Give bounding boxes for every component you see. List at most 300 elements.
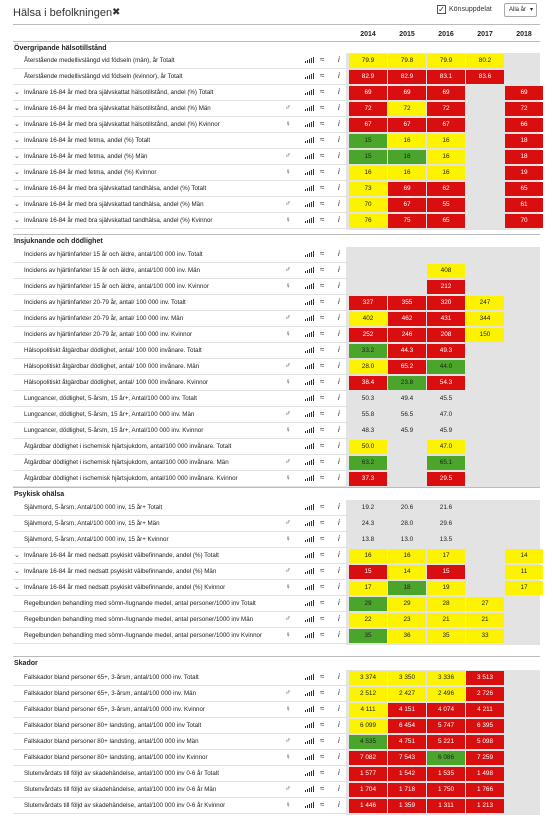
value-cell-2015[interactable]: 16: [388, 549, 426, 563]
value-cell-2016[interactable]: 4 074: [427, 703, 465, 717]
trend-icon[interactable]: ≈: [320, 119, 325, 128]
info-icon[interactable]: i: [338, 457, 340, 466]
trend-icon[interactable]: ≈: [320, 598, 325, 607]
info-icon[interactable]: i: [338, 768, 340, 777]
info-icon[interactable]: i: [338, 566, 340, 575]
value-cell-2016[interactable]: 19: [427, 581, 465, 595]
value-cell-2016[interactable]: 408: [427, 264, 465, 278]
value-cell-2014[interactable]: 3 374: [349, 671, 387, 685]
value-cell-2016[interactable]: 208: [427, 328, 465, 342]
value-cell-2015[interactable]: 29: [388, 597, 426, 611]
info-icon[interactable]: i: [338, 720, 340, 729]
chevron-down-icon[interactable]: ⌄: [14, 137, 20, 144]
value-cell-2014[interactable]: 22: [349, 613, 387, 627]
bar-chart-icon[interactable]: [305, 737, 315, 744]
tools-icon[interactable]: ✖: [112, 7, 121, 18]
info-icon[interactable]: i: [338, 119, 340, 128]
bar-chart-icon[interactable]: [305, 298, 315, 305]
value-cell-2016[interactable]: 28: [427, 597, 465, 611]
trend-icon[interactable]: ≈: [320, 518, 325, 527]
value-cell-2015[interactable]: 6 454: [388, 719, 426, 733]
trend-icon[interactable]: ≈: [320, 672, 325, 681]
bar-chart-icon[interactable]: [305, 282, 315, 289]
info-icon[interactable]: i: [338, 784, 340, 793]
trend-icon[interactable]: ≈: [320, 768, 325, 777]
info-icon[interactable]: i: [338, 361, 340, 370]
value-cell-2015[interactable]: 28.0: [400, 520, 414, 527]
chevron-down-icon[interactable]: ⌄: [14, 552, 20, 559]
trend-icon[interactable]: ≈: [320, 614, 325, 623]
value-cell-2016[interactable]: 45.9: [439, 427, 453, 434]
value-cell-2015[interactable]: 13.0: [400, 536, 414, 543]
value-cell-2014[interactable]: 38.4: [349, 376, 387, 390]
value-cell-2014[interactable]: 29: [349, 597, 387, 611]
info-icon[interactable]: i: [338, 199, 340, 208]
bar-chart-icon[interactable]: [305, 673, 315, 680]
value-cell-2014[interactable]: 16: [349, 549, 387, 563]
chevron-down-icon[interactable]: ⌄: [14, 169, 20, 176]
bar-chart-icon[interactable]: [305, 535, 315, 542]
info-icon[interactable]: i: [338, 704, 340, 713]
value-cell-2014[interactable]: 402: [349, 312, 387, 326]
trend-icon[interactable]: ≈: [320, 329, 325, 338]
value-cell-2017[interactable]: 2 726: [466, 687, 504, 701]
info-icon[interactable]: i: [338, 425, 340, 434]
value-cell-2015[interactable]: 7 543: [388, 751, 426, 765]
chevron-down-icon[interactable]: ⌄: [14, 121, 20, 128]
chevron-down-icon[interactable]: ⌄: [14, 89, 20, 96]
value-cell-2018[interactable]: 72: [505, 102, 543, 116]
bar-chart-icon[interactable]: [305, 330, 315, 337]
bar-chart-icon[interactable]: [305, 567, 315, 574]
value-cell-2017[interactable]: 7 259: [466, 751, 504, 765]
value-cell-2016[interactable]: 29.5: [427, 472, 465, 486]
value-cell-2015[interactable]: 16: [388, 166, 426, 180]
trend-icon[interactable]: ≈: [320, 167, 325, 176]
trend-icon[interactable]: ≈: [320, 393, 325, 402]
value-cell-2018[interactable]: 17: [505, 581, 543, 595]
value-cell-2015[interactable]: 4 751: [388, 735, 426, 749]
value-cell-2017[interactable]: 80.2: [466, 54, 504, 68]
bar-chart-icon[interactable]: [305, 442, 315, 449]
info-icon[interactable]: i: [338, 752, 340, 761]
value-cell-2015[interactable]: 2 427: [388, 687, 426, 701]
value-cell-2016[interactable]: 54.3: [427, 376, 465, 390]
bar-chart-icon[interactable]: [305, 503, 315, 510]
value-cell-2014[interactable]: 1 446: [349, 799, 387, 813]
value-cell-2016[interactable]: 3 336: [427, 671, 465, 685]
value-cell-2018[interactable]: 65: [505, 182, 543, 196]
info-icon[interactable]: i: [338, 688, 340, 697]
chevron-down-icon[interactable]: ⌄: [14, 201, 20, 208]
value-cell-2016[interactable]: 1 311: [427, 799, 465, 813]
bar-chart-icon[interactable]: [305, 721, 315, 728]
value-cell-2014[interactable]: 37.3: [349, 472, 387, 486]
gender-split-checkbox[interactable]: ✓: [438, 5, 445, 14]
info-icon[interactable]: i: [338, 630, 340, 639]
trend-icon[interactable]: ≈: [320, 199, 325, 208]
info-icon[interactable]: i: [338, 167, 340, 176]
year-header-2014: 2014: [360, 31, 376, 38]
value-cell-2015[interactable]: 16: [388, 150, 426, 164]
info-icon[interactable]: i: [338, 249, 340, 258]
value-cell-2014[interactable]: 4 111: [349, 703, 387, 717]
bar-chart-icon[interactable]: [305, 266, 315, 273]
value-cell-2016[interactable]: 15: [427, 565, 465, 579]
bar-chart-icon[interactable]: [305, 458, 315, 465]
table-row[interactable]: [13, 247, 540, 263]
trend-icon[interactable]: ≈: [320, 265, 325, 274]
value-cell-2016[interactable]: 47.0: [439, 411, 453, 418]
trend-icon[interactable]: ≈: [320, 502, 325, 511]
info-icon[interactable]: i: [338, 87, 340, 96]
info-icon[interactable]: i: [338, 377, 340, 386]
bar-chart-icon[interactable]: [305, 785, 315, 792]
bar-chart-icon[interactable]: [305, 599, 315, 606]
info-icon[interactable]: i: [338, 441, 340, 450]
value-cell-2015[interactable]: 72: [388, 102, 426, 116]
chevron-down-icon[interactable]: ⌄: [14, 584, 20, 591]
info-icon[interactable]: i: [338, 598, 340, 607]
value-cell-2016[interactable]: 16: [427, 150, 465, 164]
info-icon[interactable]: i: [338, 393, 340, 402]
bar-chart-icon[interactable]: [305, 250, 315, 257]
value-cell-2018[interactable]: 66: [505, 118, 543, 132]
value-cell-2014[interactable]: 15: [349, 150, 387, 164]
value-cell-2017[interactable]: 1 498: [466, 767, 504, 781]
trend-icon[interactable]: ≈: [320, 441, 325, 450]
bar-chart-icon[interactable]: [305, 705, 315, 712]
info-icon[interactable]: i: [338, 345, 340, 354]
info-icon[interactable]: i: [338, 215, 340, 224]
bar-chart-icon[interactable]: [305, 346, 315, 353]
bar-chart-icon[interactable]: [305, 314, 315, 321]
value-cell-2016[interactable]: 29.6: [439, 520, 453, 527]
bar-chart-icon[interactable]: [305, 168, 315, 175]
trend-icon[interactable]: ≈: [320, 135, 325, 144]
trend-icon[interactable]: ≈: [320, 784, 325, 793]
value-cell-2015[interactable]: 23.8: [388, 376, 426, 390]
value-cell-2017[interactable]: 6 395: [466, 719, 504, 733]
value-cell-2014[interactable]: 33.2: [349, 344, 387, 358]
trend-icon[interactable]: ≈: [320, 704, 325, 713]
info-icon[interactable]: i: [338, 297, 340, 306]
year-select[interactable]: [504, 3, 537, 17]
value-cell-2014[interactable]: 63.2: [349, 456, 387, 470]
value-cell-2018[interactable]: 18: [505, 134, 543, 148]
trend-icon[interactable]: ≈: [320, 800, 325, 809]
trend-icon[interactable]: ≈: [320, 313, 325, 322]
info-icon[interactable]: i: [338, 518, 340, 527]
value-cell-2015[interactable]: 79.8: [388, 54, 426, 68]
value-cell-2017[interactable]: 150: [466, 328, 504, 342]
info-icon[interactable]: i: [338, 265, 340, 274]
value-cell-2014[interactable]: 82.9: [349, 70, 387, 84]
bar-chart-icon[interactable]: [305, 689, 315, 696]
value-cell-2016[interactable]: 21: [427, 613, 465, 627]
value-cell-2015[interactable]: 246: [388, 328, 426, 342]
value-cell-2017[interactable]: 344: [466, 312, 504, 326]
trend-icon[interactable]: ≈: [320, 473, 325, 482]
trend-icon[interactable]: ≈: [320, 281, 325, 290]
value-cell-2016[interactable]: 49.3: [427, 344, 465, 358]
trend-icon[interactable]: ≈: [320, 87, 325, 96]
value-cell-2016[interactable]: 79.9: [427, 54, 465, 68]
bar-chart-icon[interactable]: [305, 583, 315, 590]
value-cell-2014[interactable]: 73: [349, 182, 387, 196]
value-cell-2015[interactable]: 45.9: [400, 427, 414, 434]
value-cell-2015[interactable]: 65.2: [388, 360, 426, 374]
bar-chart-icon[interactable]: [305, 474, 315, 481]
value-cell-2014[interactable]: 72: [349, 102, 387, 116]
value-cell-2014[interactable]: 2 512: [349, 687, 387, 701]
value-cell-2016[interactable]: 45.5: [439, 395, 453, 402]
value-cell-2014[interactable]: 76: [349, 214, 387, 228]
chevron-down-icon[interactable]: ⌄: [14, 105, 20, 112]
info-icon[interactable]: i: [338, 473, 340, 482]
value-cell-2016[interactable]: 6 086: [427, 751, 465, 765]
info-icon[interactable]: i: [338, 409, 340, 418]
value-cell-2016[interactable]: 65.1: [427, 456, 465, 470]
value-cell-2015[interactable]: 18: [388, 581, 426, 595]
value-cell-2017[interactable]: 1 213: [466, 799, 504, 813]
trend-icon[interactable]: ≈: [320, 71, 325, 80]
value-cell-2016[interactable]: 212: [427, 280, 465, 294]
bar-chart-icon[interactable]: [305, 615, 315, 622]
value-cell-2016[interactable]: 35: [427, 629, 465, 643]
bar-chart-icon[interactable]: [305, 88, 315, 95]
value-cell-2016[interactable]: 16: [427, 166, 465, 180]
value-cell-2015[interactable]: 44.3: [388, 344, 426, 358]
value-cell-2014[interactable]: 16: [349, 166, 387, 180]
chevron-down-icon[interactable]: ⌄: [14, 568, 20, 575]
info-icon[interactable]: i: [338, 151, 340, 160]
value-cell-2015[interactable]: 56.5: [400, 411, 414, 418]
value-cell-2017[interactable]: 33: [466, 629, 504, 643]
value-cell-2014[interactable]: 1 704: [349, 783, 387, 797]
value-cell-2016[interactable]: 2 496: [427, 687, 465, 701]
value-cell-2015[interactable]: 16: [388, 134, 426, 148]
info-icon[interactable]: i: [338, 550, 340, 559]
trend-icon[interactable]: ≈: [320, 361, 325, 370]
trend-icon[interactable]: ≈: [320, 345, 325, 354]
value-cell-2014[interactable]: 252: [349, 328, 387, 342]
value-cell-2018[interactable]: 14: [505, 549, 543, 563]
bar-chart-icon[interactable]: [305, 72, 315, 79]
trend-icon[interactable]: ≈: [320, 630, 325, 639]
value-cell-2017[interactable]: 21: [466, 613, 504, 627]
value-cell-2014[interactable]: 67: [349, 118, 387, 132]
info-icon[interactable]: i: [338, 71, 340, 80]
value-cell-2014[interactable]: 4 535: [349, 735, 387, 749]
bar-chart-icon[interactable]: [305, 362, 315, 369]
value-cell-2016[interactable]: 16: [427, 134, 465, 148]
bar-chart-icon[interactable]: [305, 56, 315, 63]
value-cell-2014[interactable]: 6 099: [349, 719, 387, 733]
info-icon[interactable]: i: [338, 502, 340, 511]
bar-chart-icon[interactable]: [305, 120, 315, 127]
trend-icon[interactable]: ≈: [320, 377, 325, 386]
trend-icon[interactable]: ≈: [320, 550, 325, 559]
value-cell-2014[interactable]: 15: [349, 565, 387, 579]
trend-icon[interactable]: ≈: [320, 688, 325, 697]
bar-chart-icon[interactable]: [305, 631, 315, 638]
value-cell-2014[interactable]: 48.3: [361, 427, 375, 434]
value-cell-2016[interactable]: 55: [427, 198, 465, 212]
value-cell-2016[interactable]: 72: [427, 102, 465, 116]
value-cell-2015[interactable]: 4 151: [388, 703, 426, 717]
value-cell-2015[interactable]: 69: [388, 86, 426, 100]
chevron-down-icon[interactable]: ⌄: [14, 217, 20, 224]
info-icon[interactable]: i: [338, 800, 340, 809]
value-cell-2015[interactable]: 75: [388, 214, 426, 228]
value-cell-2014[interactable]: 50.0: [349, 440, 387, 454]
value-cell-2017[interactable]: 5 098: [466, 735, 504, 749]
value-cell-2015[interactable]: 1 542: [388, 767, 426, 781]
value-cell-2016[interactable]: 65: [427, 214, 465, 228]
value-cell-2015[interactable]: 23: [388, 613, 426, 627]
value-cell-2014[interactable]: 7 082: [349, 751, 387, 765]
value-cell-2014[interactable]: 50.3: [361, 395, 375, 402]
bar-chart-icon[interactable]: [305, 394, 315, 401]
value-cell-2016[interactable]: 5 221: [427, 735, 465, 749]
info-icon[interactable]: i: [338, 736, 340, 745]
info-icon[interactable]: i: [338, 672, 340, 681]
trend-icon[interactable]: ≈: [320, 720, 325, 729]
bar-chart-icon[interactable]: [305, 410, 315, 417]
trend-icon[interactable]: ≈: [320, 457, 325, 466]
value-cell-2014[interactable]: 13.8: [361, 536, 375, 543]
bar-chart-icon[interactable]: [305, 378, 315, 385]
value-cell-2016[interactable]: 13.5: [439, 536, 453, 543]
info-icon[interactable]: i: [338, 534, 340, 543]
value-cell-2014[interactable]: 79.9: [349, 54, 387, 68]
value-cell-2017[interactable]: 27: [466, 597, 504, 611]
value-cell-2016[interactable]: 1 535: [427, 767, 465, 781]
value-cell-2016[interactable]: 320: [427, 296, 465, 310]
trend-icon[interactable]: ≈: [320, 752, 325, 761]
value-cell-2015[interactable]: 36: [388, 629, 426, 643]
value-cell-2017[interactable]: 247: [466, 296, 504, 310]
value-cell-2015[interactable]: 67: [388, 198, 426, 212]
value-cell-2015[interactable]: 20.6: [400, 504, 414, 511]
info-icon[interactable]: i: [338, 135, 340, 144]
info-icon[interactable]: i: [338, 281, 340, 290]
info-icon[interactable]: i: [338, 582, 340, 591]
value-cell-2018[interactable]: 69: [505, 86, 543, 100]
bar-chart-icon[interactable]: [305, 136, 315, 143]
chevron-down-icon[interactable]: ⌄: [14, 185, 20, 192]
value-cell-2016[interactable]: 69: [427, 86, 465, 100]
value-cell-2014[interactable]: 1 577: [349, 767, 387, 781]
value-cell-2014[interactable]: 28.0: [349, 360, 387, 374]
bar-chart-icon[interactable]: [305, 769, 315, 776]
bar-chart-icon[interactable]: [305, 519, 315, 526]
value-cell-2014[interactable]: 35: [349, 629, 387, 643]
value-cell-2014[interactable]: 15: [349, 134, 387, 148]
trend-icon[interactable]: ≈: [320, 566, 325, 575]
trend-icon[interactable]: ≈: [320, 297, 325, 306]
value-cell-2016[interactable]: 67: [427, 118, 465, 132]
trend-icon[interactable]: ≈: [320, 736, 325, 745]
value-cell-2016[interactable]: 431: [427, 312, 465, 326]
value-cell-2014[interactable]: 55.8: [361, 411, 375, 418]
trend-icon[interactable]: ≈: [320, 103, 325, 112]
bar-chart-icon[interactable]: [305, 753, 315, 760]
info-icon[interactable]: i: [338, 103, 340, 112]
value-cell-2014[interactable]: 69: [349, 86, 387, 100]
value-cell-2017[interactable]: 83.6: [466, 70, 504, 84]
info-icon[interactable]: i: [338, 55, 340, 64]
value-cell-2016[interactable]: 5 747: [427, 719, 465, 733]
chevron-down-icon[interactable]: ⌄: [14, 153, 20, 160]
bar-chart-icon[interactable]: [305, 200, 315, 207]
value-cell-2016[interactable]: 62: [427, 182, 465, 196]
trend-icon[interactable]: ≈: [320, 215, 325, 224]
trend-icon[interactable]: ≈: [320, 249, 325, 258]
bar-chart-icon[interactable]: [305, 551, 315, 558]
bar-chart-icon[interactable]: [305, 104, 315, 111]
bar-chart-icon[interactable]: [305, 184, 315, 191]
trend-icon[interactable]: ≈: [320, 183, 325, 192]
value-cell-2015[interactable]: 355: [388, 296, 426, 310]
value-cell-2018[interactable]: 18: [505, 150, 543, 164]
value-cell-2017[interactable]: 1 766: [466, 783, 504, 797]
value-cell-2014[interactable]: 24.3: [361, 520, 375, 527]
value-cell-2018[interactable]: 61: [505, 198, 543, 212]
value-cell-2018[interactable]: 11: [505, 565, 543, 579]
trend-icon[interactable]: ≈: [320, 151, 325, 160]
info-icon[interactable]: i: [338, 313, 340, 322]
value-cell-2015[interactable]: 3 350: [388, 671, 426, 685]
value-cell-2016[interactable]: 1 750: [427, 783, 465, 797]
bar-chart-icon[interactable]: [305, 426, 315, 433]
value-cell-2015[interactable]: 67: [388, 118, 426, 132]
info-icon[interactable]: i: [338, 614, 340, 623]
value-cell-2017[interactable]: 4 211: [466, 703, 504, 717]
value-cell-2018[interactable]: 70: [505, 214, 543, 228]
value-cell-2017[interactable]: 3 513: [466, 671, 504, 685]
value-cell-2014[interactable]: 327: [349, 296, 387, 310]
value-cell-2015[interactable]: 82.9: [388, 70, 426, 84]
value-cell-2016[interactable]: 17: [427, 549, 465, 563]
trend-icon[interactable]: ≈: [320, 425, 325, 434]
value-cell-2015[interactable]: 1 718: [388, 783, 426, 797]
value-cell-2016[interactable]: 47.0: [427, 440, 465, 454]
trend-icon[interactable]: ≈: [320, 409, 325, 418]
trend-icon[interactable]: ≈: [320, 582, 325, 591]
value-cell-2016[interactable]: 21.6: [439, 504, 453, 511]
info-icon[interactable]: i: [338, 183, 340, 192]
value-cell-2014[interactable]: 19.2: [361, 504, 375, 511]
value-cell-2015[interactable]: 462: [388, 312, 426, 326]
trend-icon[interactable]: ≈: [320, 534, 325, 543]
value-cell-2016[interactable]: 83.1: [427, 70, 465, 84]
value-cell-2014[interactable]: 17: [349, 581, 387, 595]
value-cell-2015[interactable]: 1 359: [388, 799, 426, 813]
value-cell-2014[interactable]: 70: [349, 198, 387, 212]
info-icon[interactable]: i: [338, 329, 340, 338]
trend-icon[interactable]: ≈: [320, 55, 325, 64]
value-cell-2015[interactable]: 14: [388, 565, 426, 579]
value-cell-2015[interactable]: 69: [388, 182, 426, 196]
value-cell-2016[interactable]: 44.0: [427, 360, 465, 374]
value-cell-2018[interactable]: 19: [505, 166, 543, 180]
bar-chart-icon[interactable]: [305, 152, 315, 159]
value-cell-2015[interactable]: 49.4: [400, 395, 414, 402]
bar-chart-icon[interactable]: [305, 216, 315, 223]
bar-chart-icon[interactable]: [305, 801, 315, 808]
